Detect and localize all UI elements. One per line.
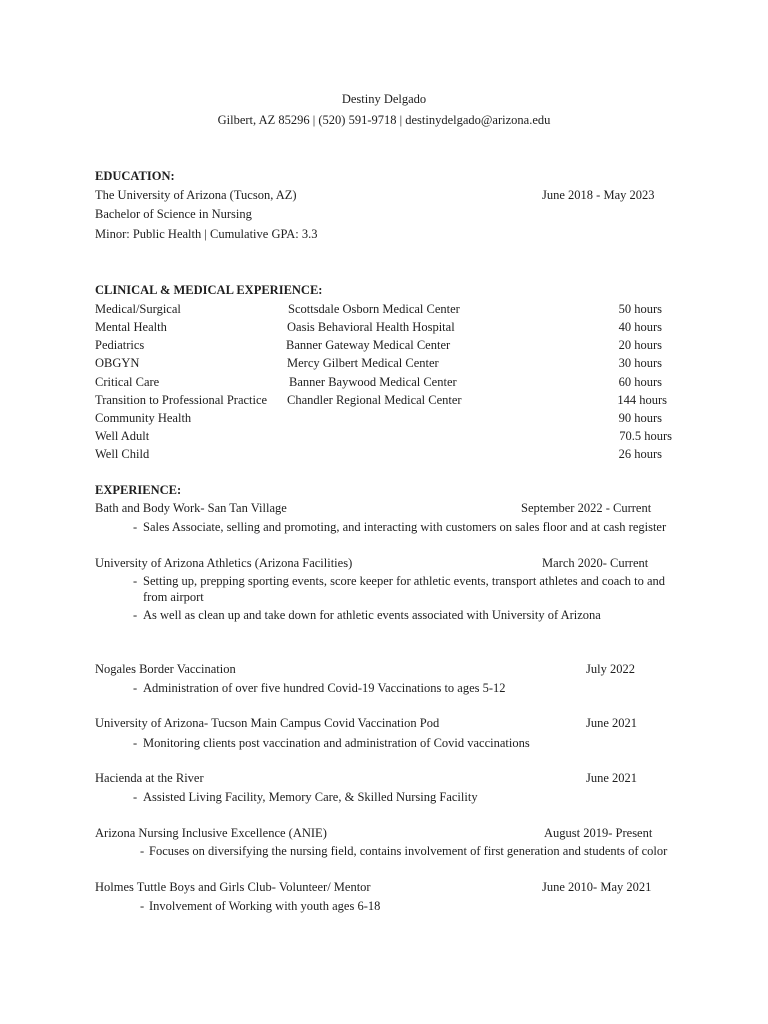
clinical-hours: 90 hours bbox=[618, 411, 662, 425]
education-school: The University of Arizona (Tucson, AZ) bbox=[95, 188, 297, 202]
clinical-hours: 70.5 hours bbox=[619, 429, 672, 443]
clinical-site: Scottsdale Osborn Medical Center bbox=[288, 302, 460, 316]
contact-line: Gilbert, AZ 85296 | (520) 591-9718 | destinydelgado@arizona.edu bbox=[217, 113, 551, 127]
clinical-area: Transition to Professional Practice bbox=[95, 393, 268, 407]
education-dates: June 2018 - May 2023 bbox=[542, 188, 655, 202]
experience-bullet: Monitoring clients post vaccination and administration of Covid vaccinations bbox=[143, 736, 530, 750]
clinical-area: OBGYN bbox=[95, 356, 140, 370]
experience-title: Holmes Tuttle Boys and Girls Club- Volunteer/ Mentor bbox=[95, 880, 371, 894]
clinical-hours: 20 hours bbox=[618, 338, 662, 352]
clinical-hours: 144 hours bbox=[617, 393, 667, 407]
experience-bullet: Involvement of Working with youth ages 6-18 bbox=[149, 899, 381, 913]
clinical-area: Medical/Surgical bbox=[95, 302, 181, 316]
clinical-site: Oasis Behavioral Health Hospital bbox=[287, 320, 455, 334]
experience-bullet: Assisted Living Facility, Memory Care, & Skilled Nursing Facility bbox=[143, 790, 478, 804]
experience-title: University of Arizona- Tucson Main Campus Covid Vaccination Pod bbox=[95, 716, 440, 730]
clinical-site: Mercy Gilbert Medical Center bbox=[287, 356, 439, 370]
experience-dates: June 2010- May 2021 bbox=[542, 880, 652, 894]
experience-dates: June 2021 bbox=[586, 771, 638, 785]
clinical-site: Banner Gateway Medical Center bbox=[286, 338, 451, 352]
experience-bullet: Setting up, prepping sporting events, score keeper for athletic events, transport athletes and coach to and bbox=[143, 574, 666, 588]
experience-bullet: Administration of over five hundred Covid-19 Vaccinations to ages 5-12 bbox=[143, 681, 506, 695]
education-heading: EDUCATION: bbox=[95, 169, 175, 183]
experience-title: Bath and Body Work- San Tan Village bbox=[95, 501, 287, 515]
experience-heading: EXPERIENCE: bbox=[95, 483, 182, 497]
clinical-area: Community Health bbox=[95, 411, 192, 425]
clinical-area: Mental Health bbox=[95, 320, 167, 334]
clinical-area: Critical Care bbox=[95, 375, 160, 389]
bullet-marker: - bbox=[133, 520, 138, 534]
education-minor: Minor: Public Health | Cumulative GPA: 3.3 bbox=[95, 227, 318, 241]
bullet-marker: - bbox=[133, 608, 138, 622]
experience-dates: July 2022 bbox=[586, 662, 635, 676]
bullet-marker: - bbox=[133, 736, 138, 750]
clinical-area: Well Child bbox=[95, 447, 150, 461]
bullet-marker: - bbox=[133, 790, 138, 804]
clinical-hours: 50 hours bbox=[618, 302, 662, 316]
experience-title: Hacienda at the River bbox=[95, 771, 204, 785]
bullet-marker: - bbox=[133, 681, 138, 695]
clinical-area: Well Adult bbox=[95, 429, 150, 443]
experience-dates: August 2019- Present bbox=[544, 826, 653, 840]
experience-bullet: As well as clean up and take down for athletic events associated with University of Arizona bbox=[143, 608, 601, 622]
experience-bullet-continued: from airport bbox=[143, 590, 204, 604]
experience-title: Arizona Nursing Inclusive Excellence (ANIE) bbox=[95, 826, 327, 840]
experience-dates: June 2021 bbox=[586, 716, 638, 730]
clinical-heading: CLINICAL & MEDICAL EXPERIENCE: bbox=[95, 283, 323, 297]
experience-title: Nogales Border Vaccination bbox=[95, 662, 236, 676]
clinical-hours: 30 hours bbox=[618, 356, 662, 370]
education-degree: Bachelor of Science in Nursing bbox=[95, 207, 252, 221]
experience-dates: March 2020- Current bbox=[542, 556, 649, 570]
clinical-hours: 26 hours bbox=[618, 447, 662, 461]
resume-name: Destiny Delgado bbox=[341, 92, 427, 106]
bullet-marker: - bbox=[140, 844, 145, 858]
clinical-site: Banner Baywood Medical Center bbox=[289, 375, 457, 389]
experience-bullet: Focuses on diversifying the nursing field, contains involvement of first generation and students of color bbox=[149, 844, 668, 858]
experience-bullet: Sales Associate, selling and promoting, and interacting with customers on sales floor and at cash register bbox=[143, 520, 667, 534]
clinical-hours: 60 hours bbox=[618, 375, 662, 389]
clinical-hours: 40 hours bbox=[618, 320, 662, 334]
bullet-marker: - bbox=[140, 899, 145, 913]
experience-title: University of Arizona Athletics (Arizona Facilities) bbox=[95, 556, 353, 570]
clinical-site: Chandler Regional Medical Center bbox=[287, 393, 462, 407]
clinical-area: Pediatrics bbox=[95, 338, 145, 352]
bullet-marker: - bbox=[133, 574, 138, 588]
experience-dates: September 2022 - Current bbox=[521, 501, 652, 515]
